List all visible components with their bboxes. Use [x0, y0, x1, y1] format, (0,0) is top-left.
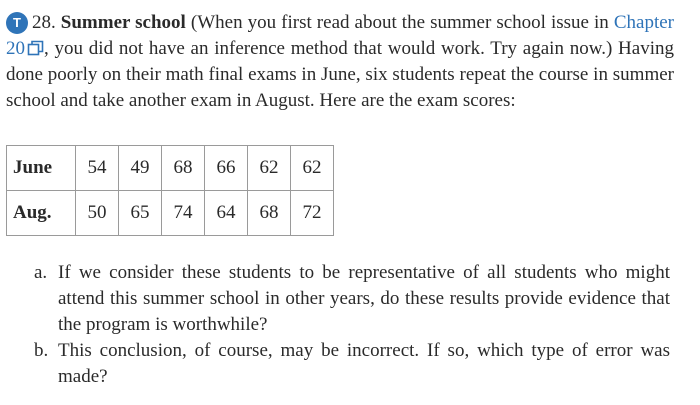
- question-a: [34, 260, 670, 338]
- chapter-link[interactable]: Chapter 20: [6, 12, 674, 59]
- question-text: If we consider these students to be representative of all students who might attend this summer school in other years, do these results provide evidence that the program is worthwhile?: [58, 262, 670, 335]
- score-cell: 68: [162, 146, 205, 191]
- scores-table: [6, 145, 334, 236]
- book-icon[interactable]: [27, 40, 44, 56]
- question-letter: a.: [34, 262, 48, 283]
- score-cell: 72: [291, 191, 334, 236]
- question-b: [34, 338, 670, 390]
- problem-number: 28.: [32, 12, 56, 33]
- row-label-june: June: [7, 146, 76, 191]
- score-cell: 62: [248, 146, 291, 191]
- score-cell: 66: [205, 146, 248, 191]
- teacher-badge-icon: T: [6, 12, 28, 34]
- table-row: [7, 191, 334, 236]
- score-cell: 74: [162, 191, 205, 236]
- question-list: [34, 260, 670, 390]
- problem-title: Summer school: [60, 12, 186, 33]
- score-cell: 54: [76, 146, 119, 191]
- score-cell: 65: [119, 191, 162, 236]
- score-cell: 68: [248, 191, 291, 236]
- problem-intro-open: (When you first read about the summer school issue in: [185, 12, 614, 33]
- score-cell: 49: [119, 146, 162, 191]
- row-label-aug: Aug.: [7, 191, 76, 236]
- table-row: [7, 146, 334, 191]
- score-cell: 50: [76, 191, 119, 236]
- question-letter: b.: [34, 340, 49, 361]
- score-cell: 64: [205, 191, 248, 236]
- problem-paragraph: [6, 10, 674, 114]
- score-cell: 62: [291, 146, 334, 191]
- problem-intro-rest: , you did not have an inference method that would work. Try again now.) Having done poorly on their math final exams in June, six students repeat the course in summer school and take another exam in August. Here are the exam scores:: [6, 38, 674, 111]
- question-text: This conclusion, of course, may be incorrect. If so, which type of error was made?: [58, 340, 670, 387]
